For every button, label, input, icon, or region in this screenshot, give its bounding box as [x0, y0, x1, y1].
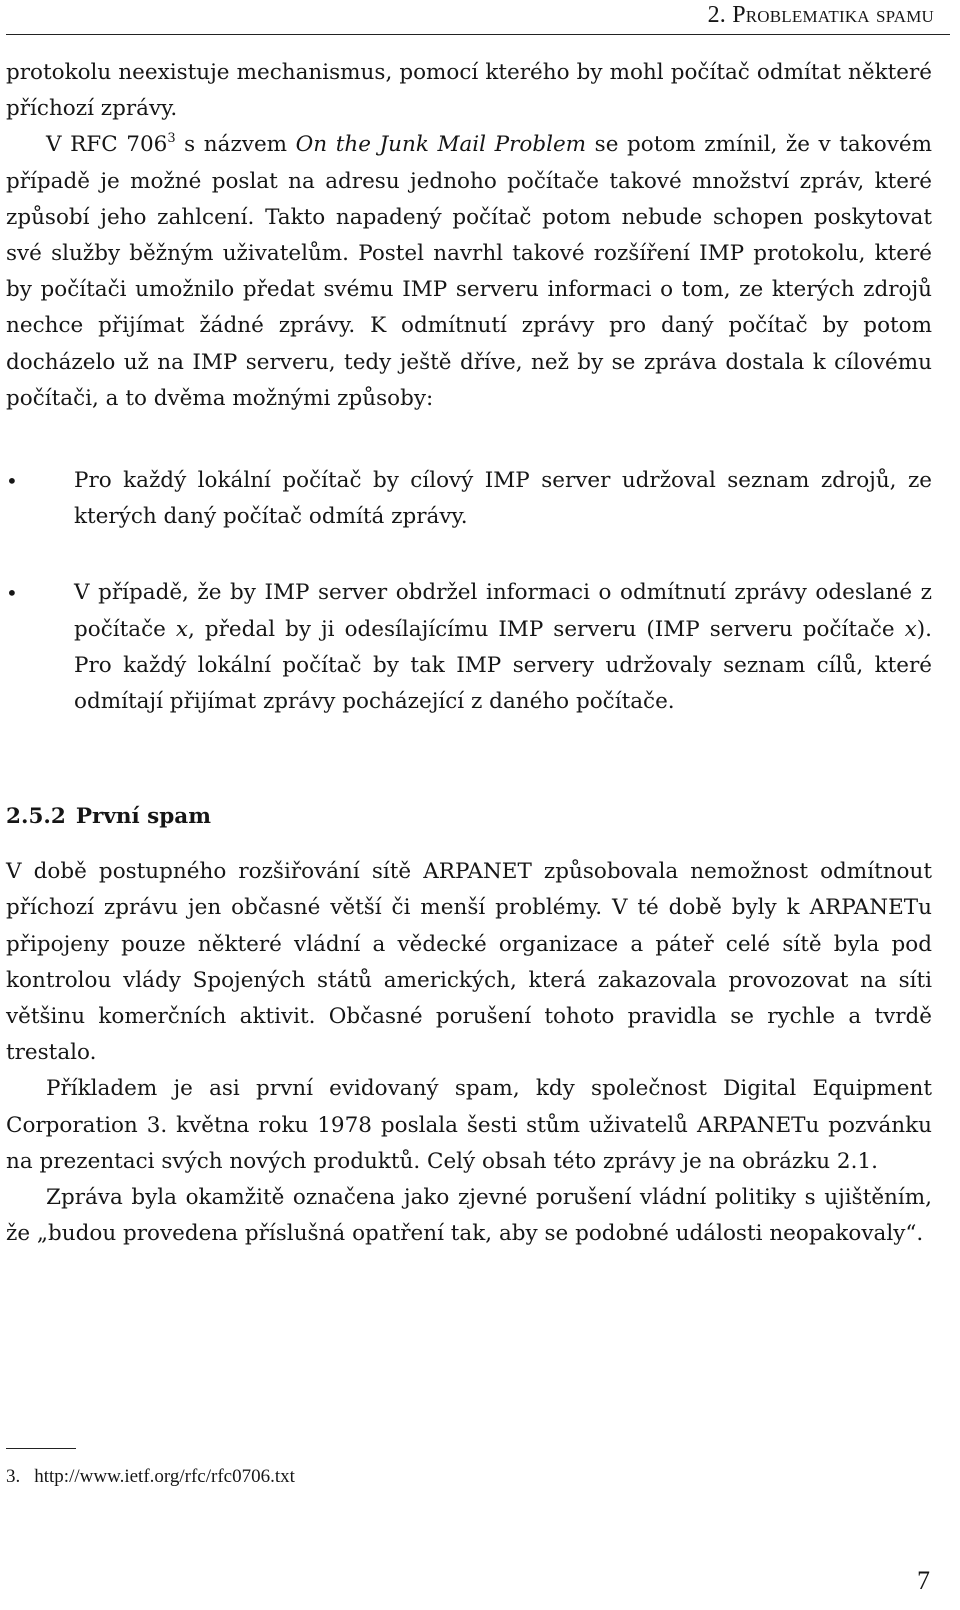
rfc-text-start: V RFC 706 [46, 132, 168, 158]
section-number: 2.5.2 [6, 804, 66, 830]
footnote-link[interactable]: http://www.ietf.org/rfc/rfc0706.txt [34, 1466, 295, 1487]
math-variable: x [175, 616, 189, 642]
bullet-text: Pro každý lokální počítač by cílový IMP server udržoval seznam zdrojů, ze kterých daný počítač odmítá zprávy. [74, 468, 932, 530]
bullet-list [6, 463, 932, 720]
body-text [6, 55, 932, 1252]
footnote-ref[interactable]: 3 [167, 131, 176, 147]
page-number: 7 [917, 1566, 930, 1595]
footnote-rule [6, 1448, 76, 1449]
bullet-text-part: , předal by ji odesílajícímu IMP serveru (IMP serveru počítače [188, 616, 905, 642]
section-title: První spam [75, 804, 211, 830]
rfc-text-rest: se potom zmínil, že v takovém případě je možné poslat na adresu jednoho počítače takové množství zpráv, které způsobí jeho zahlcení. Takto napadený počítač potom nebude schopen poskytovat své služby běžným uživatelům. Postel navrhl takové rozšíření IMP protokolu, které by počítači umožnilo předat svému IMP serveru informaci o tom, ze kterých zdrojů nechce přijímat žádné zprávy. K odmítnutí zprávy pro daný počítač by potom docházelo už na IMP serveru, tedy ještě dříve, než by se zpráva dostala k cílovému počítači, a to dvěma možnými způsoby: [6, 132, 932, 411]
rfc-title: On the Junk Mail Problem [295, 132, 587, 158]
bullet-icon: • [6, 469, 18, 494]
paragraph-rfc706 [6, 127, 932, 417]
section-paragraph: V době postupného rozšiřování sítě ARPANET způsobovala nemožnost odmítnout příchozí zprávu jen občasné větší či menší problémy. V té době byly k ARPANETu připojeny pouze některé vládní a vědecké organizace a páteř celé sítě byla pod kontrolou vlády Spojených států amerických, která zakazovala provozovat na síti většinu komerčních aktivit. Občasné porušení tohoto pravidla se rychle a tvrdě trestalo. [6, 859, 932, 1066]
section-paragraph: Zpráva byla okamžitě označena jako zjevné porušení vládní politiky s ujištěním, že „budou provedena příslušná opatření tak, aby se podobné události neopakovaly“. [6, 1185, 932, 1247]
section-paragraph: Příkladem je asi první evidovaný spam, kdy společnost Digital Equipment Corporation 3. května roku 1978 poslala šesti stům uživatelů ARPANETu pozvánku na prezentaci svých nových produktů. Celý obsah této zprávy je na obrázku 2.1. [6, 1076, 932, 1174]
bullet-text-part: V případě, že by IMP server obdržel informaci o odmítnutí zprávy odeslané z počítače [74, 580, 932, 642]
paragraph-continued: protokolu neexistuje mechanismus, pomocí kterého by mohl počítač odmítat některé příchozí zprávy. [6, 60, 932, 122]
bullet-text [74, 580, 932, 714]
section-heading [6, 802, 932, 832]
footnote [6, 1464, 295, 1490]
bullet-icon: • [6, 581, 18, 606]
bullet-text-part: ). Pro každý lokální počítač by tak IMP servery udržovaly seznam cílů, které odmítají přijímat zprávy pocházející z daného počítače. [74, 616, 932, 715]
header-rule [6, 34, 950, 35]
running-header: 2. Problematika spamu [707, 2, 934, 28]
footnote-number: 3. [6, 1466, 21, 1487]
rfc-text-mid: s názvem [175, 132, 296, 158]
math-variable: x [904, 616, 917, 642]
bullet-item [6, 463, 932, 535]
bullet-item [6, 575, 932, 720]
